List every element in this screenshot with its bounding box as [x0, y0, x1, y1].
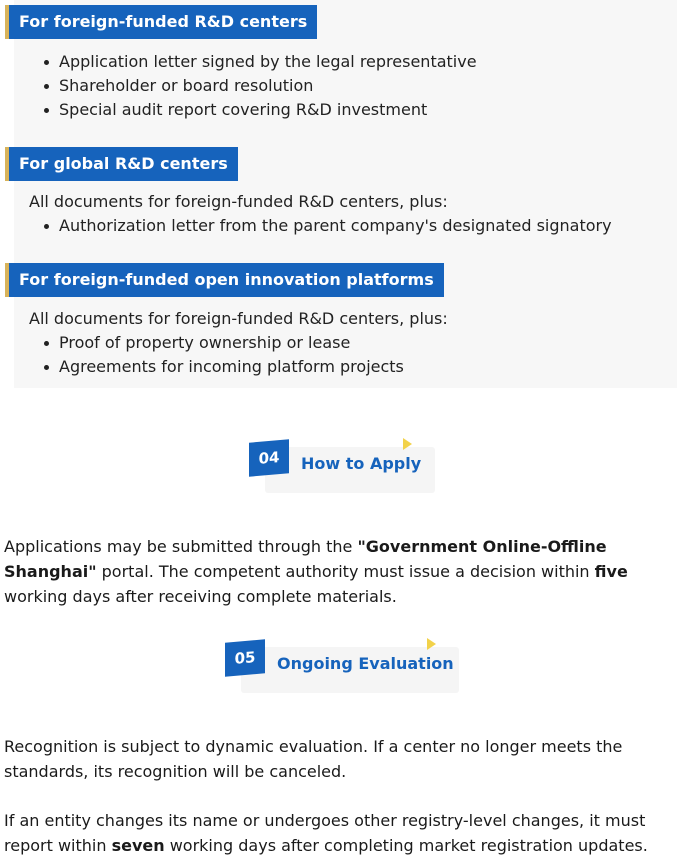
- list-item: Application letter signed by the legal representative: [29, 50, 477, 74]
- list-item: Authorization letter from the parent company's designated signatory: [29, 214, 612, 238]
- triangle-marker-icon: [403, 438, 412, 450]
- section-number-badge: 05: [225, 639, 265, 676]
- list-item: Shareholder or board resolution: [29, 74, 477, 98]
- evaluation-paragraph-2: If an entity changes its name or undergoes other registry-level changes, it must report within seven working days after completing market registration updates.: [4, 811, 648, 855]
- open-platforms-lead: All documents for foreign-funded R&D centers, plus:: [29, 309, 448, 328]
- list-item: Proof of property ownership or lease: [29, 331, 404, 355]
- section-number-badge: 04: [249, 439, 289, 476]
- global-centers-list: [29, 214, 612, 238]
- how-to-apply-heading: [249, 441, 439, 497]
- section-title: How to Apply: [301, 454, 422, 473]
- section-tag-open-platforms: For foreign-funded open innovation platforms: [5, 263, 444, 297]
- section-tag-global-centers: For global R&D centers: [5, 147, 238, 181]
- open-platforms-list: [29, 331, 404, 379]
- rd-centers-list: [29, 50, 477, 122]
- list-item: Agreements for incoming platform projects: [29, 355, 404, 379]
- ongoing-evaluation-heading: [225, 641, 465, 697]
- list-item: Special audit report covering R&D investment: [29, 98, 477, 122]
- how-to-apply-paragraph: Applications may be submitted through the "Government Online-Offline Shanghai" portal. The competent authority must issue a decision within five working days after receiving complete materials.: [4, 537, 628, 606]
- section-tag-rd-centers: For foreign-funded R&D centers: [5, 5, 317, 39]
- evaluation-paragraph-1: Recognition is subject to dynamic evaluation. If a center no longer meets the standards, its recognition will be canceled.: [4, 737, 623, 781]
- section-title: Ongoing Evaluation: [277, 654, 454, 673]
- triangle-marker-icon: [427, 638, 436, 650]
- global-centers-lead: All documents for foreign-funded R&D centers, plus:: [29, 192, 448, 211]
